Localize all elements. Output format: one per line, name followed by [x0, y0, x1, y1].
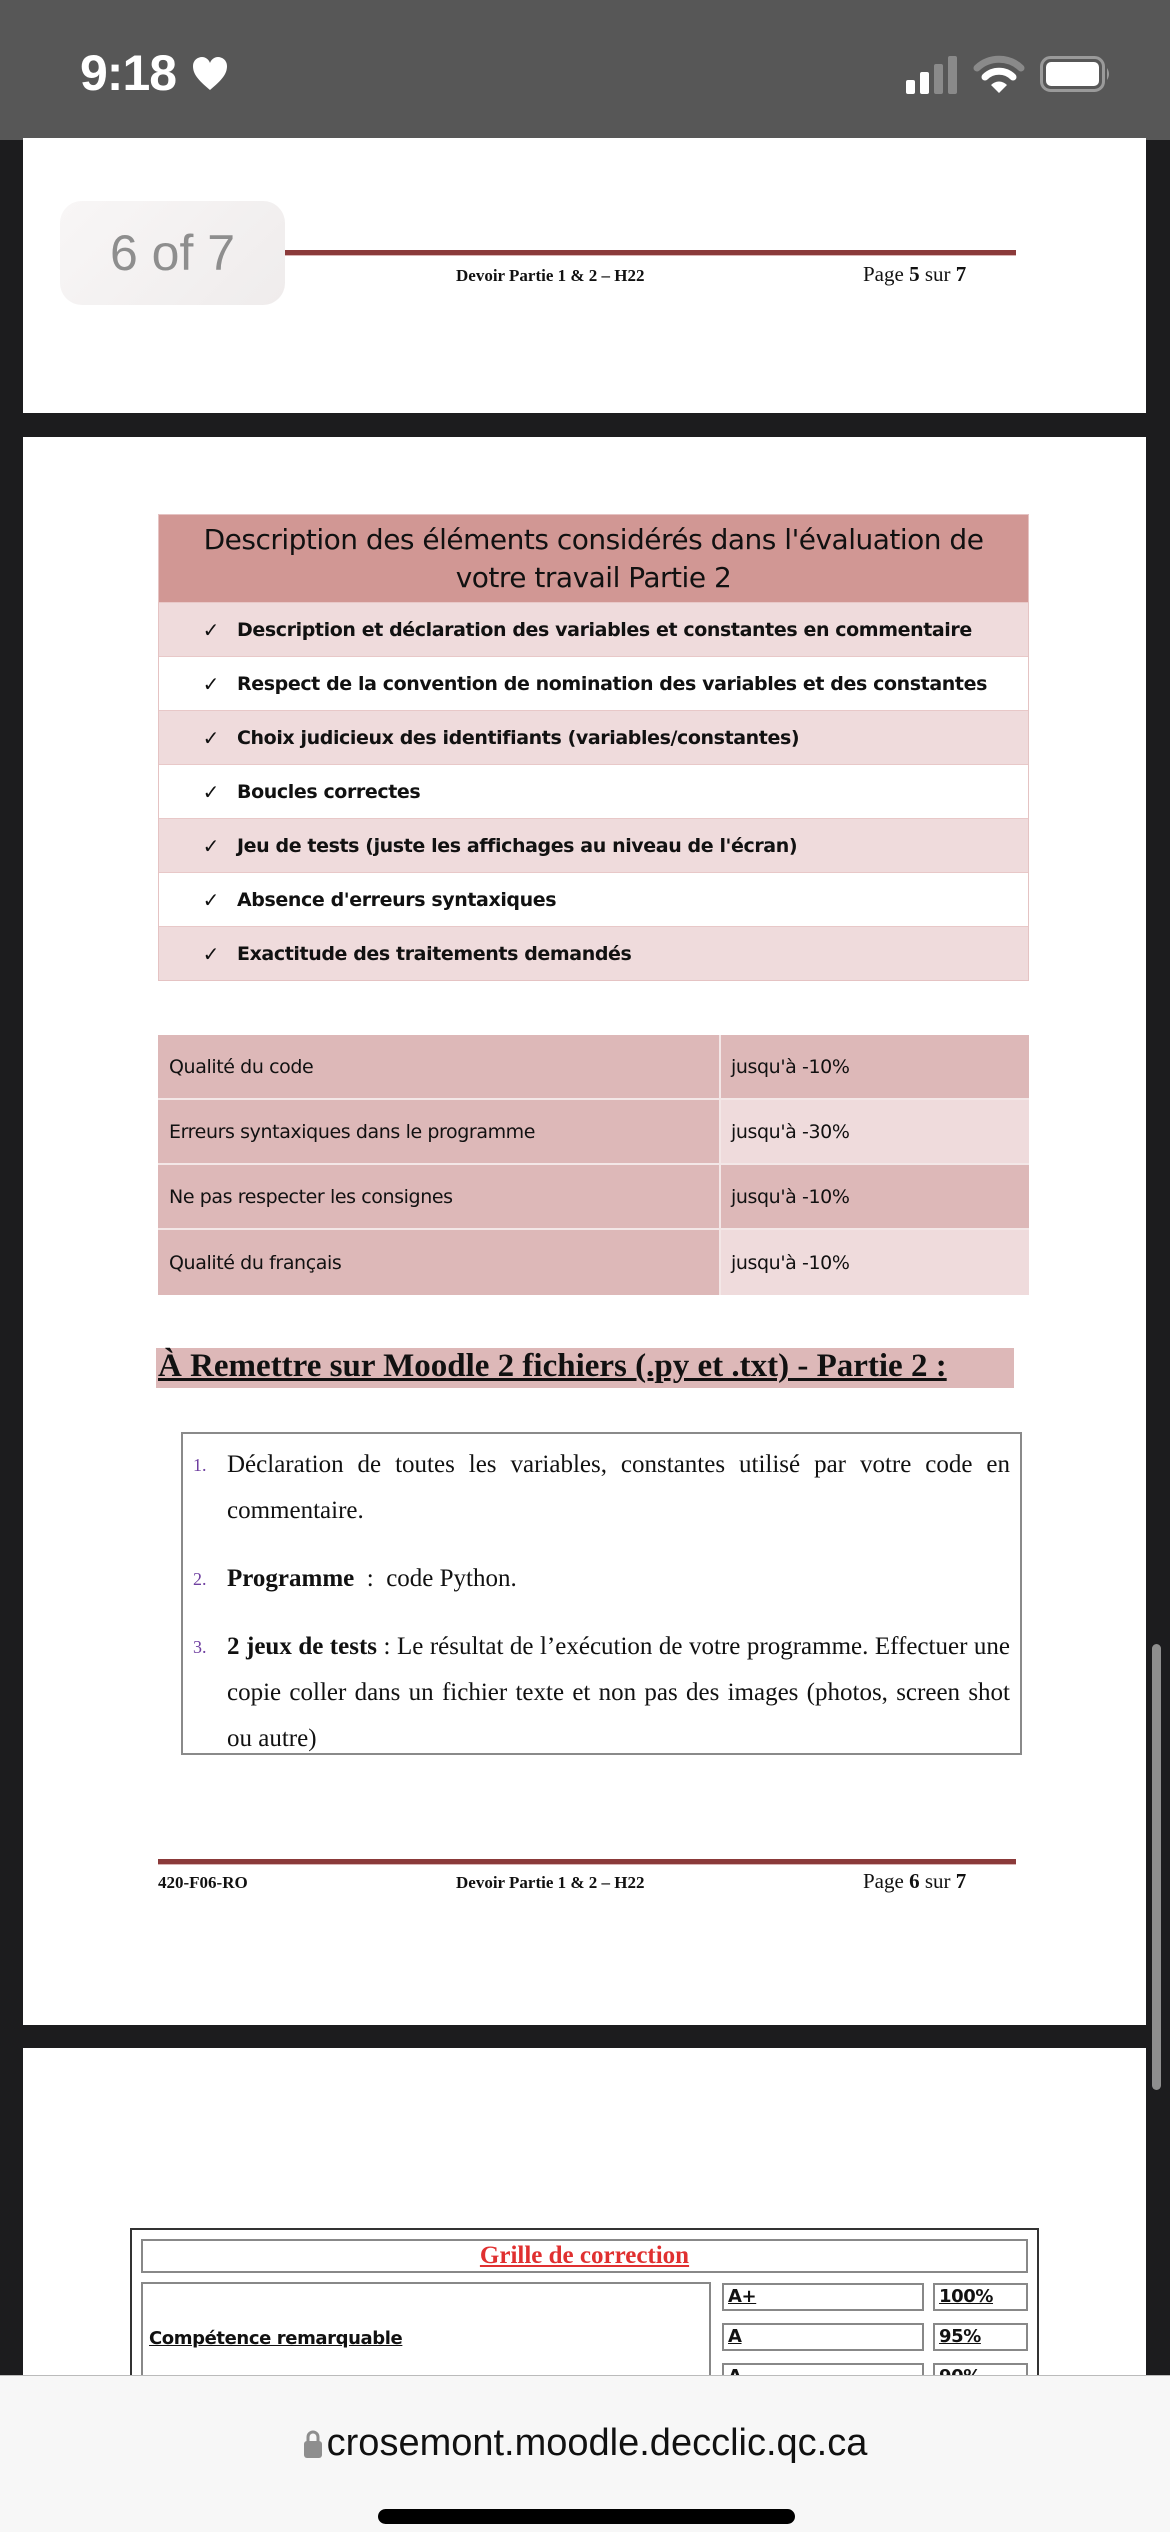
- grade-percent: 95%: [933, 2323, 1028, 2351]
- criteria-row: ✓ Respect de la convention de nomination des variables et des constantes: [159, 656, 1028, 710]
- penalty-label: Erreurs syntaxiques dans le programme: [158, 1100, 721, 1163]
- grade-letter: A: [722, 2323, 924, 2351]
- check-icon: ✓: [202, 833, 219, 858]
- evaluation-criteria-table: [158, 514, 1029, 981]
- criteria-row: ✓ Exactitude des traitements demandés: [159, 926, 1028, 980]
- browser-url-bar[interactable]: [0, 2375, 1170, 2532]
- footer-page-number: Page 6 sur 7: [863, 1869, 967, 1893]
- footer-title: Devoir Partie 1 & 2 – H22: [456, 266, 645, 285]
- pdf-viewer[interactable]: [0, 140, 1170, 2375]
- penalty-value: jusqu'à -30%: [721, 1100, 1029, 1163]
- url-text[interactable]: crosemont.moodle.decclic.qc.ca: [326, 2422, 868, 2464]
- check-icon: ✓: [202, 725, 219, 750]
- home-indicator[interactable]: [378, 2509, 795, 2524]
- wifi-icon: [975, 54, 1023, 94]
- grade-percent: 100%: [933, 2283, 1028, 2311]
- penalty-value: jusqu'à -10%: [721, 1230, 1029, 1295]
- instruction-item: 2. Programme : code Python.: [193, 1565, 517, 1592]
- instruction-item: 3. 2 jeux de tests : Le résultat de l’exécution de votre programme. Effectuer une copie coller dans un fichier texte et non pas des images (photos, screen shot ou autre): [193, 1633, 1010, 1752]
- heart-icon: [190, 54, 230, 94]
- lock-icon: [303, 2429, 323, 2459]
- penalty-value: jusqu'à -10%: [721, 1165, 1029, 1228]
- footer-page-number: Page 5 sur 7: [863, 262, 967, 286]
- penalty-value: jusqu'à -10%: [721, 1035, 1029, 1098]
- penalty-row: [158, 1100, 1029, 1165]
- status-bar: [0, 0, 1170, 140]
- battery-icon: [1040, 56, 1112, 92]
- pdf-page-6: [23, 437, 1146, 2025]
- penalty-row: [158, 1035, 1029, 1100]
- penalty-row: [158, 1230, 1029, 1295]
- page-indicator: 6 of 7: [60, 201, 285, 305]
- criteria-row: ✓ Jeu de tests (juste les affichages au niveau de l'écran): [159, 818, 1028, 872]
- criteria-row: ✓ Choix judicieux des identifiants (variables/constantes): [159, 710, 1028, 764]
- criteria-row: ✓ Description et déclaration des variables et constantes en commentaire: [159, 602, 1028, 656]
- address-field[interactable]: [0, 2422, 1170, 2465]
- footer-course-code: 420-F06-RO: [158, 1873, 248, 1892]
- penalty-label: Qualité du code: [158, 1035, 721, 1098]
- check-icon: ✓: [202, 887, 219, 912]
- penalty-row: [158, 1165, 1029, 1230]
- check-icon: ✓: [202, 779, 219, 804]
- criteria-row: ✓ Absence d'erreurs syntaxiques: [159, 872, 1028, 926]
- penalty-table: [158, 1035, 1029, 1295]
- cellular-signal-icon: [906, 56, 960, 94]
- check-icon: ✓: [202, 617, 219, 642]
- criteria-row: ✓ Boucles correctes: [159, 764, 1028, 818]
- competence-cell: Compétence remarquable: [141, 2282, 711, 2442]
- scrollbar-thumb[interactable]: [1152, 1644, 1161, 2090]
- status-time: 9:18: [80, 45, 177, 101]
- grade-letter: A+: [722, 2283, 924, 2311]
- submission-heading: À Remettre sur Moodle 2 fichiers (.py et .txt) - Partie 2 :: [156, 1348, 1014, 1388]
- instruction-item: 1. Déclaration de toutes les variables, constantes utilisé par votre code en commentaire.: [193, 1451, 1010, 1524]
- check-icon: ✓: [202, 671, 219, 696]
- penalty-label: Ne pas respecter les consignes: [158, 1165, 721, 1228]
- penalty-label: Qualité du français: [158, 1230, 721, 1295]
- grading-grid-title: Grille de correction: [141, 2239, 1028, 2273]
- footer-title: Devoir Partie 1 & 2 – H22: [456, 1873, 645, 1892]
- criteria-table-header: Description des éléments considérés dans l'évaluation de votre travail Partie 2: [159, 515, 1028, 602]
- submission-instructions: [181, 1432, 1022, 1755]
- footer-rule: [158, 250, 1016, 256]
- check-icon: ✓: [202, 941, 219, 966]
- footer-rule: [158, 1859, 1016, 1865]
